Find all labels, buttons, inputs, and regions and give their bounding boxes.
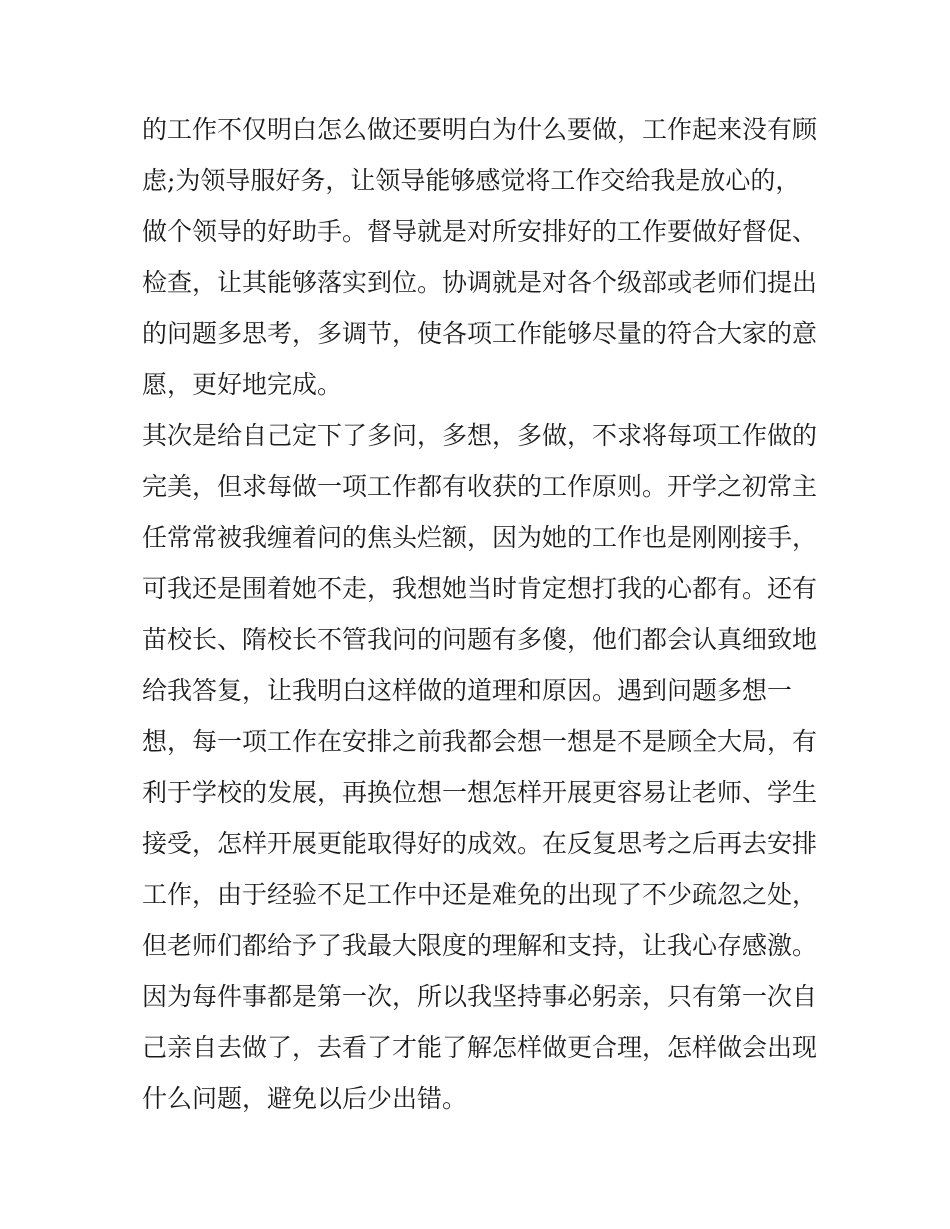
- text-line: 完美，但求每做一项工作都有收获的工作原则。开学之初常主: [142, 472, 818, 501]
- text-line: 虑;为领导服好务，让领导能够感觉将工作交给我是放心的，: [142, 166, 801, 195]
- text-line: 因为每件事都是第一次，所以我坚持事必躬亲，只有第一次自: [142, 982, 818, 1011]
- text-line: 做个领导的好助手。督导就是对所安排好的工作要做好督促、: [142, 217, 818, 246]
- text-line: 想，每一项工作在安排之前我都会想一想是不是顾全大局，有: [142, 727, 818, 756]
- text-line: 但老师们都给予了我最大限度的理解和支持，让我心存感激。: [142, 931, 818, 960]
- text-line: 己亲自去做了，去看了才能了解怎样做更合理，怎样做会出现: [142, 1033, 818, 1062]
- body-text: [142, 104, 822, 1124]
- text-line: 工作，由于经验不足工作中还是难免的出现了不少疏忽之处，: [142, 880, 818, 909]
- text-line: 其次是给自己定下了多问，多想，多做，不求将每项工作做的: [142, 421, 818, 450]
- text-line: 什么问题，避免以后少出错。: [142, 1084, 468, 1113]
- text-line: 的问题多思考，多调节，使各项工作能够尽量的符合大家的意: [142, 319, 818, 348]
- text-line: 利于学校的发展，再换位想一想怎样开展更容易让老师、学生: [142, 778, 818, 807]
- text-line: 接受，怎样开展更能取得好的成效。在反复思考之后再去安排: [142, 829, 818, 858]
- text-line: 苗校长、隋校长不管我问的问题有多傻，他们都会认真细致地: [142, 625, 818, 654]
- text-line: 的工作不仅明白怎么做还要明白为什么要做，工作起来没有顾: [142, 115, 818, 144]
- text-line: 可我还是围着她不走，我想她当时肯定想打我的心都有。还有: [142, 574, 818, 603]
- text-line: 检查，让其能够落实到位。协调就是对各个级部或老师们提出: [142, 268, 818, 297]
- text-line: 给我答复，让我明白这样做的道理和原因。遇到问题多想一: [142, 676, 793, 705]
- text-line: 任常常被我缠着问的焦头烂额，因为她的工作也是刚刚接手，: [142, 523, 818, 552]
- text-line: 愿，更好地完成。: [142, 370, 343, 399]
